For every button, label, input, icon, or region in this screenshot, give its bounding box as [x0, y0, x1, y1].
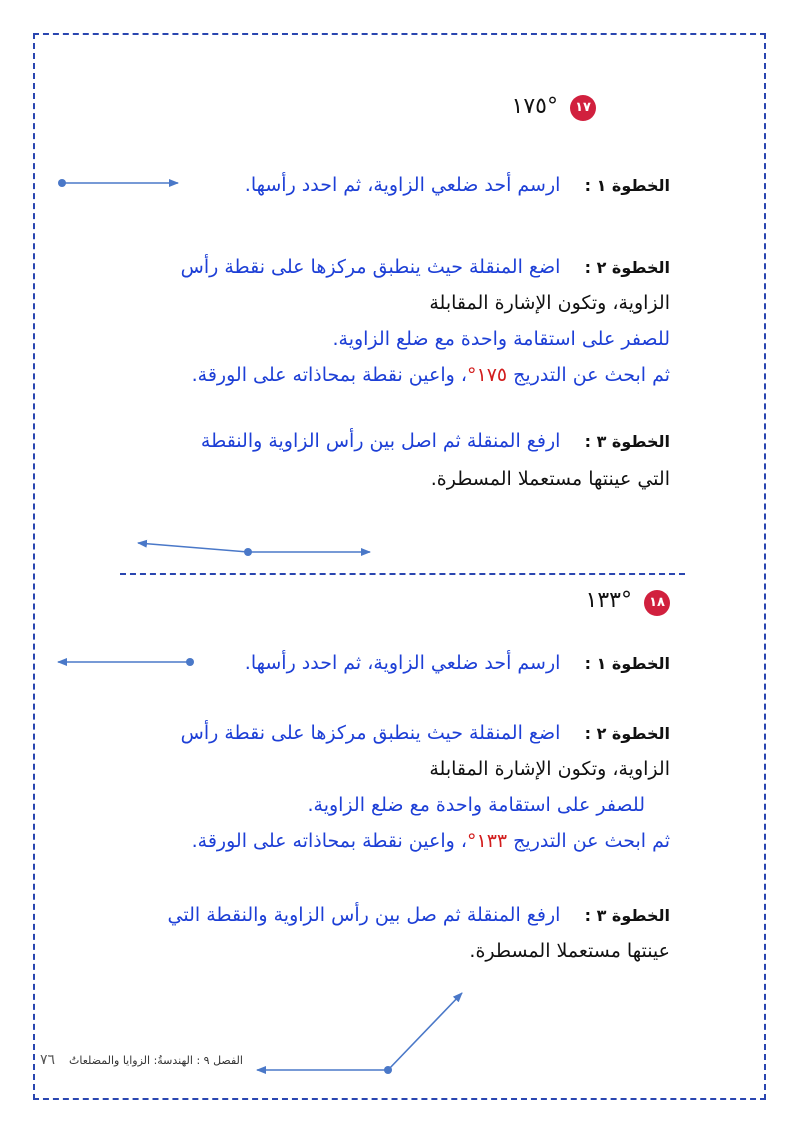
q17-step2-label: الخطوة ٢ :	[584, 258, 670, 277]
q17-step2-line4-post: ، واعين نقطة بمحاذاته على الورقة.	[191, 364, 467, 386]
q17-step1-ray	[58, 179, 178, 187]
q17-angle-vertex	[244, 548, 252, 556]
question-badge-17: ١٧	[570, 95, 596, 121]
angle-value-133: °١٣٣	[585, 588, 632, 613]
q18-step1-ray	[58, 658, 194, 666]
q17-vertex-dot	[58, 179, 66, 187]
q18-step2-text-1: اضع المنقلة حيث ينطبق مركزها على نقطة رأس	[180, 722, 561, 744]
question-badge-18: ١٨	[644, 590, 670, 616]
page-number: ٧٦	[40, 1052, 56, 1068]
q18-step3-text-1: ارفع المنقلة ثم صل بين رأس الزاوية والنقطة التي	[167, 904, 561, 926]
q18-angle-vertex	[384, 1066, 392, 1074]
q17-step2-line2: الزاوية، وتكون الإشارة المقابلة	[429, 292, 670, 314]
q17-step2-text-1: اضع المنقلة حيث ينطبق مركزها على نقطة رأس	[180, 256, 561, 278]
q18-step2-line4-value: ١٣٣°	[466, 830, 508, 852]
q17-step2-line4-value: ١٧٥°	[466, 364, 508, 386]
angle-value-175: °١٧٥	[511, 94, 558, 119]
q17-angle-drawing	[138, 543, 370, 556]
q17-step3-line2: التي عينتها مستعملا المسطرة.	[430, 468, 670, 490]
q18-step1-label: الخطوة ١ :	[584, 654, 670, 673]
q17-step3-text-1: ارفع المنقلة ثم اصل بين رأس الزاوية والنقطة	[200, 430, 561, 452]
q18-step2-line3: للصفر على استقامة واحدة مع ضلع الزاوية.	[307, 794, 645, 816]
q18-step2-label: الخطوة ٢ :	[584, 724, 670, 743]
chapter-title: الفصل ٩ : الهندسةُ: الزوايا والمضلعاتُ	[69, 1054, 243, 1067]
q18-step1-text: ارسم أحد ضلعي الزاوية، ثم احدد رأسها.	[244, 652, 561, 674]
q18-vertex-dot	[186, 658, 194, 666]
q18-step2-line4-post: ، واعين نقطة بمحاذاته على الورقة.	[191, 830, 467, 852]
q18-angle-drawing	[257, 993, 462, 1074]
q18-step3-label: الخطوة ٣ :	[584, 906, 670, 925]
q17-step2-line4-pre: ثم ابحث عن التدريج	[513, 364, 670, 386]
q17-step3-label: الخطوة ٣ :	[584, 432, 670, 451]
q18-step2-line2: الزاوية، وتكون الإشارة المقابلة	[429, 758, 670, 780]
q18-step2-line4-pre: ثم ابحث عن التدريج	[513, 830, 670, 852]
q17-step2-line3: للصفر على استقامة واحدة مع ضلع الزاوية.	[332, 328, 670, 350]
q17-step1-label: الخطوة ١ :	[584, 176, 670, 195]
q18-step3-line2: عينتها مستعملا المسطرة.	[469, 940, 670, 962]
q17-step1-text: ارسم أحد ضلعي الزاوية، ثم احدد رأسها.	[244, 174, 561, 196]
